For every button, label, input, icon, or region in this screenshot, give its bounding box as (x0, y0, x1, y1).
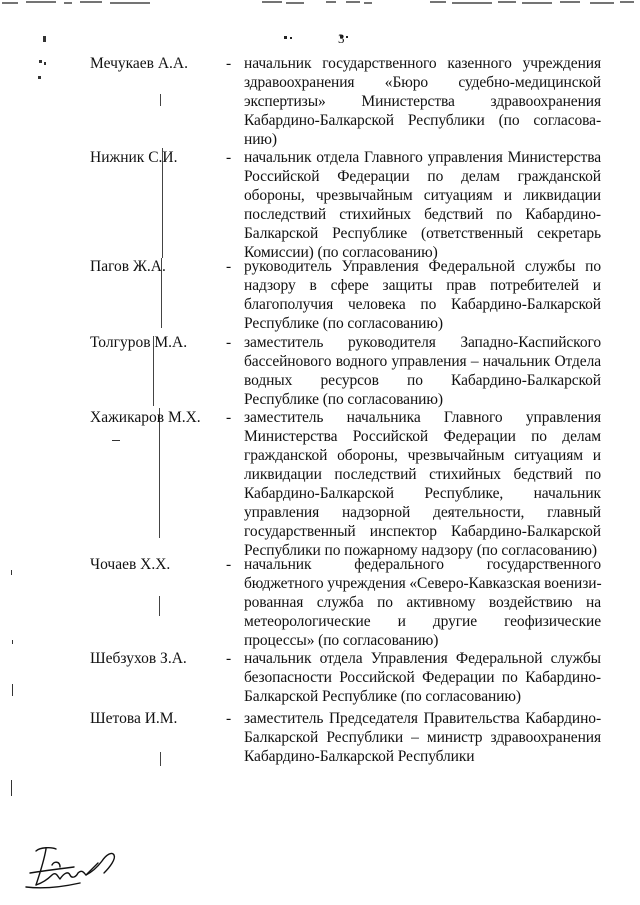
position-line: рованная служба по активному воздействию на (244, 594, 601, 611)
margin-mark (44, 62, 46, 65)
position-line: управления надзорной деятельности, главный (244, 504, 601, 521)
entry-dash: - (226, 149, 232, 166)
position-line: безопасности Российской Федерации по Кабардино- (244, 669, 601, 686)
position-line: Кабардино-Балкарской Республике, начальник (244, 485, 601, 502)
position-line: последствий стихийных бедствий по Кабардино- (244, 206, 601, 223)
position-line: заместитель руководителя Западно-Каспийского (244, 334, 601, 351)
position-line: бассейнового водного управления – начальник Отдела (244, 353, 601, 370)
position-line: Министерства Российской Федерации по делам (244, 428, 601, 445)
member-position (244, 555, 601, 650)
position-line: Российской Федерации по делам гражданской (244, 168, 601, 185)
signature-scribble (22, 843, 132, 893)
position-line: Республике (по согласованию) (244, 391, 443, 408)
entry-dash: - (226, 556, 232, 573)
member-name: Шетова И.М. (90, 710, 178, 727)
position-line: государственный инспектор Кабардино-Балкарской (244, 523, 601, 540)
position-line: нию) (244, 131, 277, 148)
position-line: Кабардино-Балкарской Республики (по согласова- (244, 112, 601, 129)
scan-line (160, 94, 161, 106)
member-position (244, 709, 601, 766)
member-position (244, 649, 601, 706)
position-line: обороны, чрезвычайным ситуациям и ликвидации (244, 187, 601, 204)
member-name: Хажикаров М.Х. (90, 409, 201, 426)
position-line: ликвидации последствий стихийных бедствий по (244, 466, 601, 483)
margin-mark (112, 440, 120, 441)
member-name: Мечукаев А.А. (90, 55, 189, 72)
margin-mark (12, 640, 13, 644)
entry-dash: - (226, 409, 232, 426)
margin-mark (11, 780, 12, 796)
position-line: благополучия человека по Кабардино-Балкарской (244, 296, 601, 313)
position-line: заместитель начальника Главного управления (244, 409, 601, 426)
member-position (244, 257, 601, 333)
position-line: экспертизы» Министерства здравоохранения (244, 93, 601, 110)
position-line: бюджетного учреждения «Северо-Кавказская военизи- (244, 575, 602, 592)
margin-mark (11, 570, 12, 575)
position-line: процессы» (по согласованию) (244, 632, 439, 649)
scan-line (159, 596, 160, 616)
scan-line (159, 408, 160, 538)
scan-line (160, 752, 161, 766)
position-line: начальник федерального государственного (244, 556, 601, 573)
scan-top-edge-marks (0, 0, 640, 14)
margin-mark (38, 76, 41, 79)
position-line: Балкарской Республике (ответственный секретарь (244, 225, 601, 242)
page-number: 3 (338, 31, 345, 46)
member-name: Пагов Ж.А. (90, 258, 166, 275)
entry-dash: - (226, 258, 232, 275)
member-position (244, 408, 601, 560)
margin-mark (43, 36, 46, 42)
entry-dash: - (226, 650, 232, 667)
position-line: Республики по пожарному надзору (по согласованию) (244, 542, 597, 559)
position-line: начальник отдела Главного управления Министерства (244, 149, 601, 166)
position-line: здравоохранения «Бюро судебно-медицинской (244, 74, 601, 91)
position-line: начальник отдела Управления Федеральной службы (244, 650, 601, 667)
position-line: Комиссии) (по согласованию) (244, 244, 438, 261)
member-position (244, 148, 601, 262)
entry-dash: - (226, 334, 232, 351)
position-line: Республике (по согласованию) (244, 315, 443, 332)
member-position (244, 333, 601, 409)
position-line: заместитель Председателя Правительства Кабардино- (244, 710, 601, 727)
position-line: Балкарской Республике (по согласованию) (244, 688, 521, 705)
position-line: руководитель Управления Федеральной службы по (244, 258, 601, 275)
position-line: надзору в сфере защиты прав потребителей и (244, 277, 601, 294)
position-line: гражданской обороны, чрезвычайным ситуациям и (244, 447, 601, 464)
position-line: метеорологические и другие геофизические (244, 613, 601, 630)
member-name: Нижник С.И. (90, 149, 178, 166)
margin-mark (12, 684, 13, 696)
entry-dash: - (226, 55, 232, 72)
position-line: Балкарской Республики – министр здравоохранения (244, 729, 601, 746)
entry-dash: - (226, 710, 232, 727)
member-name: Чочаев Х.Х. (90, 556, 171, 573)
member-position (244, 54, 601, 149)
member-name: Шебзухов З.А. (90, 650, 187, 667)
position-line: водных ресурсов по Кабардино-Балкарской (244, 372, 601, 389)
position-line: начальник государственного казенного учреждения (244, 55, 601, 72)
margin-mark (39, 60, 42, 63)
member-name: Толгуров М.А. (90, 334, 188, 351)
position-line: Кабардино-Балкарской Республики (244, 748, 475, 765)
